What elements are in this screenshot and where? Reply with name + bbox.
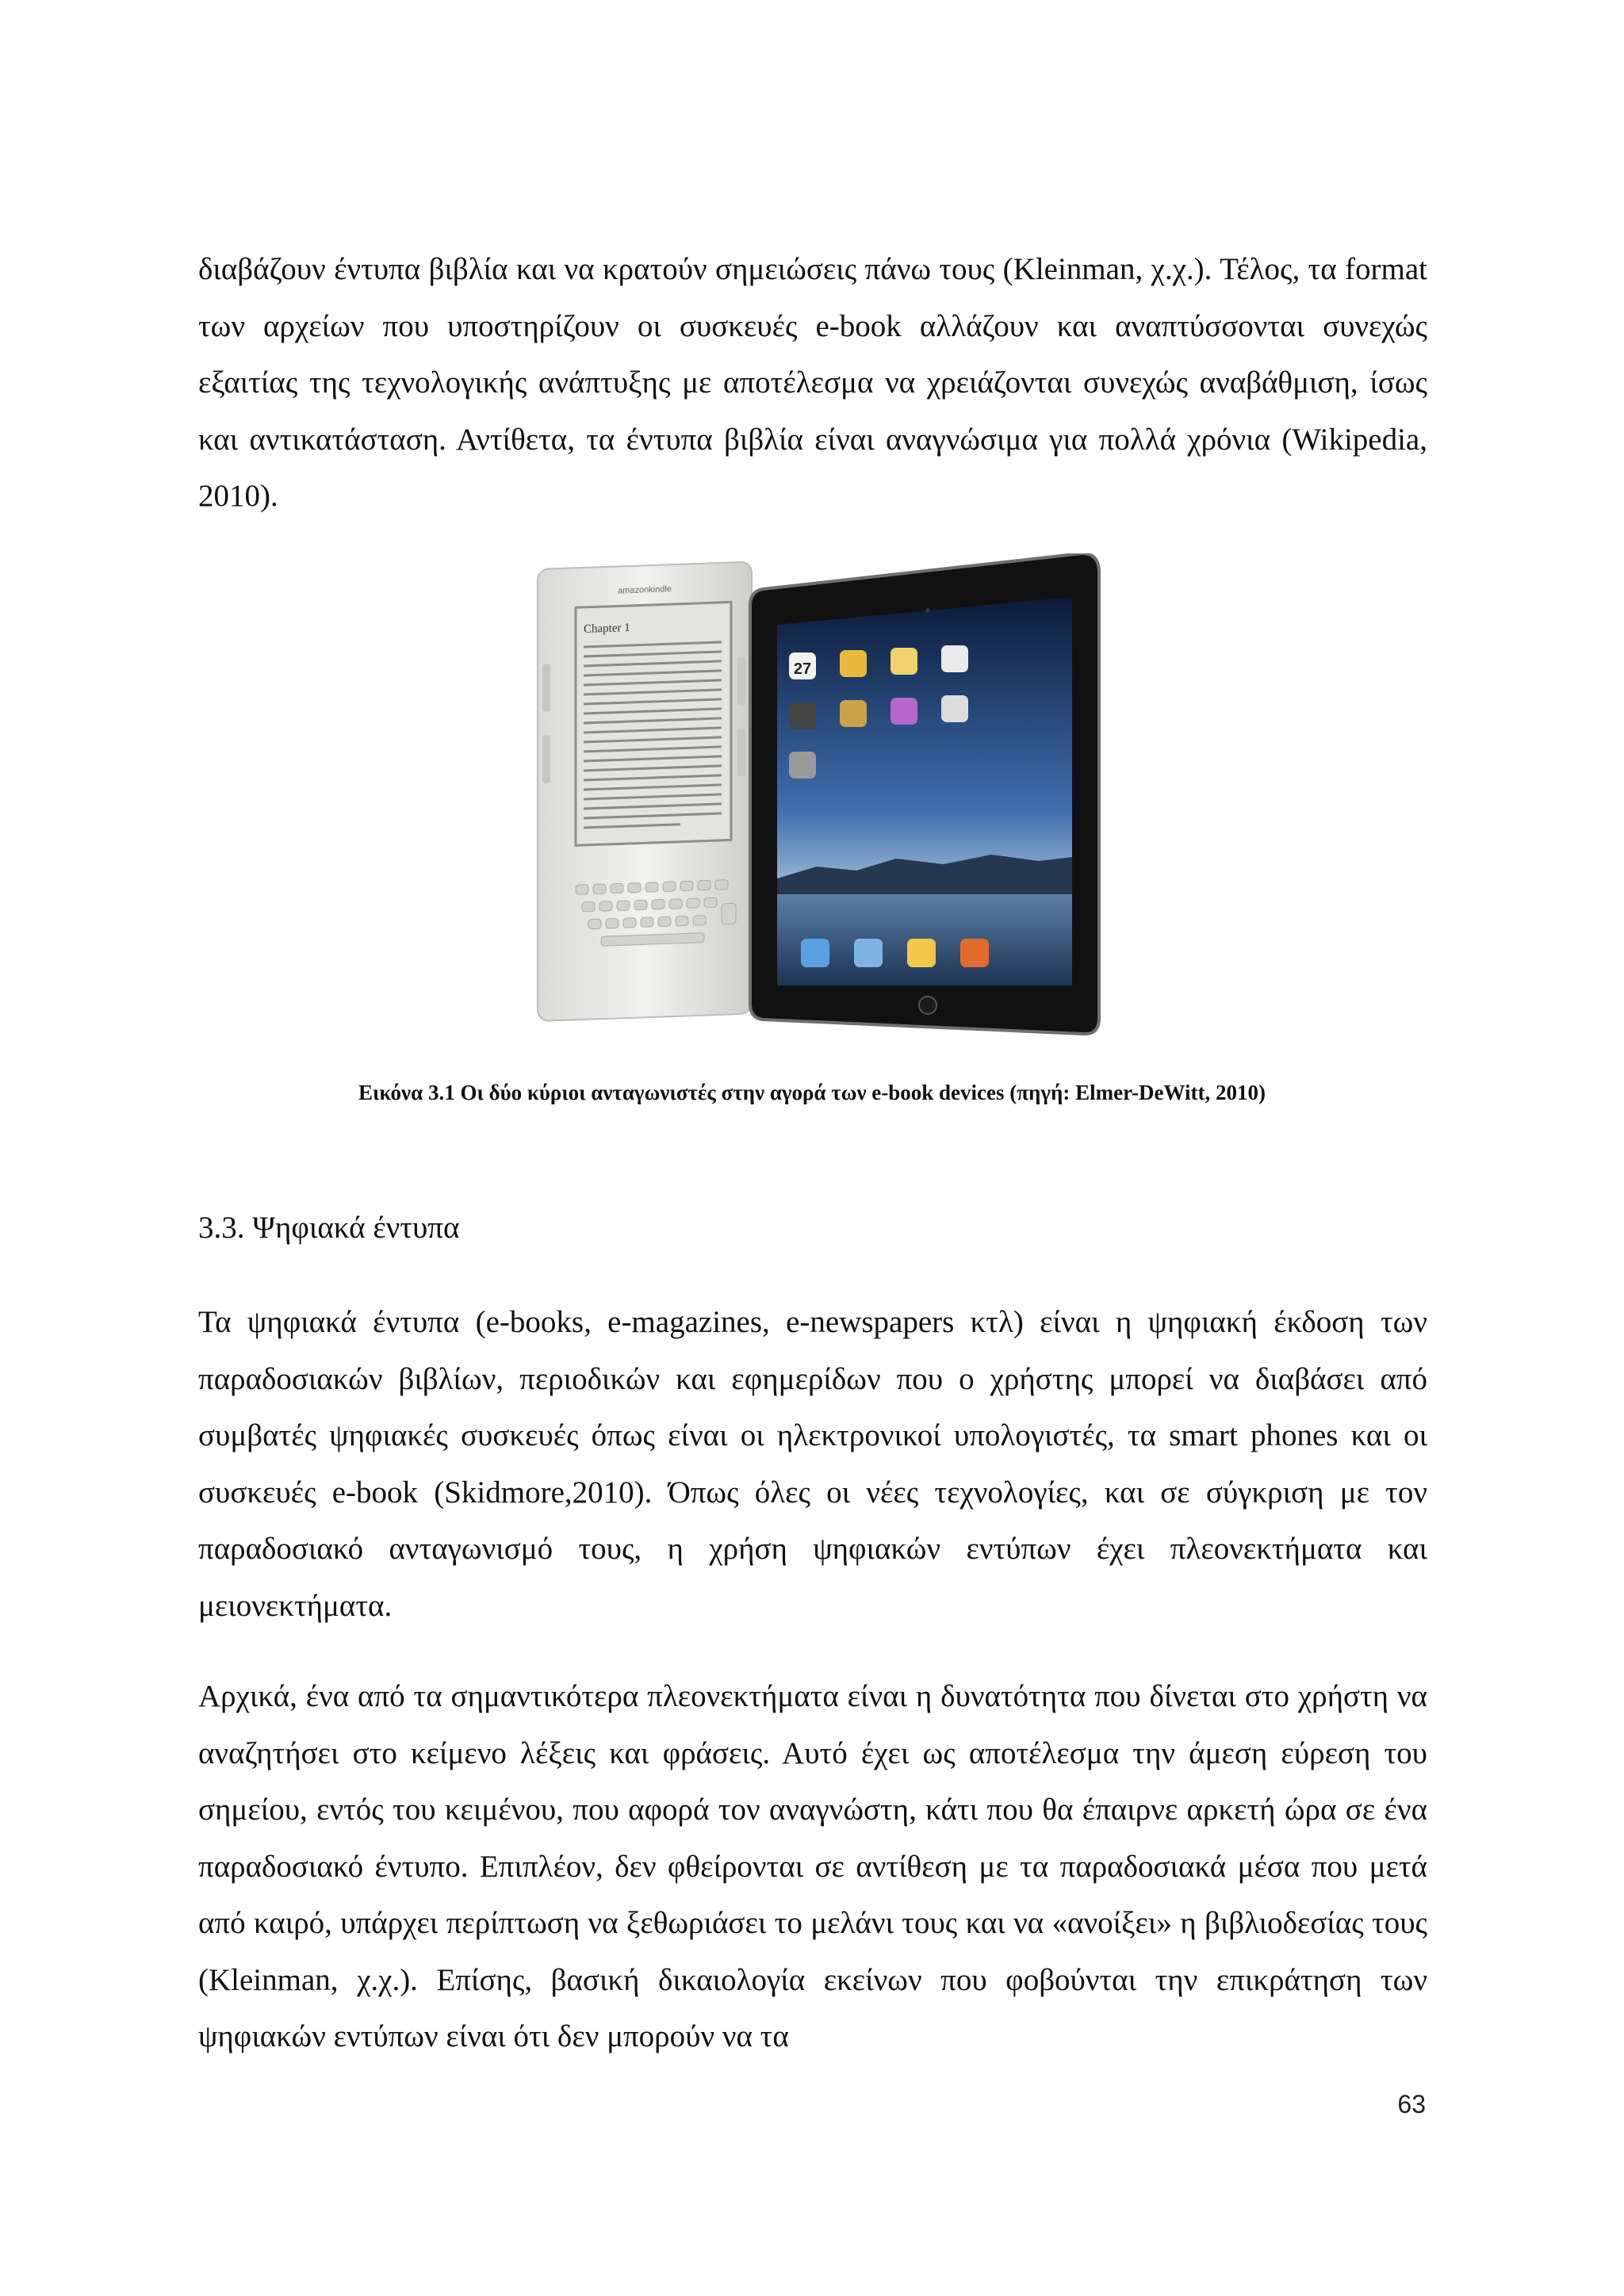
paragraph-3: Αρχικά, ένα από τα σημαντικότερα πλεονεκτήματα είναι η δυνατότητα που δίνεται στο χρήστη να αναζητήσει στο κείμενο λέξεις και φράσεις. Αυτό έχει ως αποτέλεσμα την άμεση εύρεση του σημείου, εντός του κειμένου, που αφορά τον αναγνώστη, κάτι που θα έπαιρνε αρκετή ώρα σε ένα παραδοσιακό έντυπο. Επιπλέον, δεν φθείρονται σε αντίθεση με τα παραδοσιακά μέσα που μετά από καιρό, υπάρχει περίπτωση να ξεθωριάσει το μελάνι τους και να «ανοίξει» η βιβλιοδεσίας τους (Kleinman, χ.χ.). Επίσης, βασική δικαιολογία εκείνων που φοβούνται την επικράτηση των ψηφιακών εντύπων είναι ότι δεν μπορούν να τα <box>198 1679 1427 2053</box>
page-number: 63 <box>1397 2090 1426 2118</box>
figure-caption: Εικόνα 3.1 Οι δύο κύριοι ανταγωνιστές στην αγορά των e-book devices (πηγή: Elmer-DeWitt, 2010) <box>358 1081 1266 1104</box>
kindle-brand: amazonkindle <box>618 584 672 596</box>
kindle-screen-heading: Chapter 1 <box>584 621 630 636</box>
kindle-device <box>538 562 752 1021</box>
figure-ereader-and-tablet <box>515 553 1102 1037</box>
ipad-calendar-day: 27 <box>793 660 812 678</box>
paragraph-1: διαβάζουν έντυπα βιβλία και να κρατούν σημειώσεις πάνω τους (Kleinman, χ.χ.). Τέλος, τα format των αρχείων που υποστηρίζουν οι συσκευές e-book αλλάζουν και αναπτύσσονται συνεχώς εξαιτίας της τεχνολογικής ανάπτυξης με αποτέλεσμα να χρειάζονται συνεχώς αναβάθμιση, ίσως και αντικατάσταση. Αντίθετα, τα έντυπα βιβλία είναι αναγνώσιμα για πολλά χρόνια (Wikipedia, 2010). <box>198 252 1427 513</box>
section-heading: 3.3. Ψηφιακά έντυπα <box>198 1211 460 1245</box>
paragraph-2: Τα ψηφιακά έντυπα (e-books, e-magazines, e-newspapers κτλ) είναι η ψηφιακή έκδοση των παραδοσιακών βιβλίων, περιοδικών και εφημερίδων που ο χρήστης μπορεί να διαβάσει από συμβατές ψηφιακές συσκευές όπως είναι οι ηλεκτρονικοί υπολογιστές, τα smart phones και οι συσκευές e-book (Skidmore,2010). Όπως όλες οι νέες τεχνολογίες, και σε σύγκριση με τον παραδοσιακό ανταγωνισμό τους, η χρήση ψηφιακών εντύπων έχει πλεονεκτήματα και μειονεκτήματα. <box>198 1305 1427 1623</box>
ipad-device <box>750 553 1099 1034</box>
